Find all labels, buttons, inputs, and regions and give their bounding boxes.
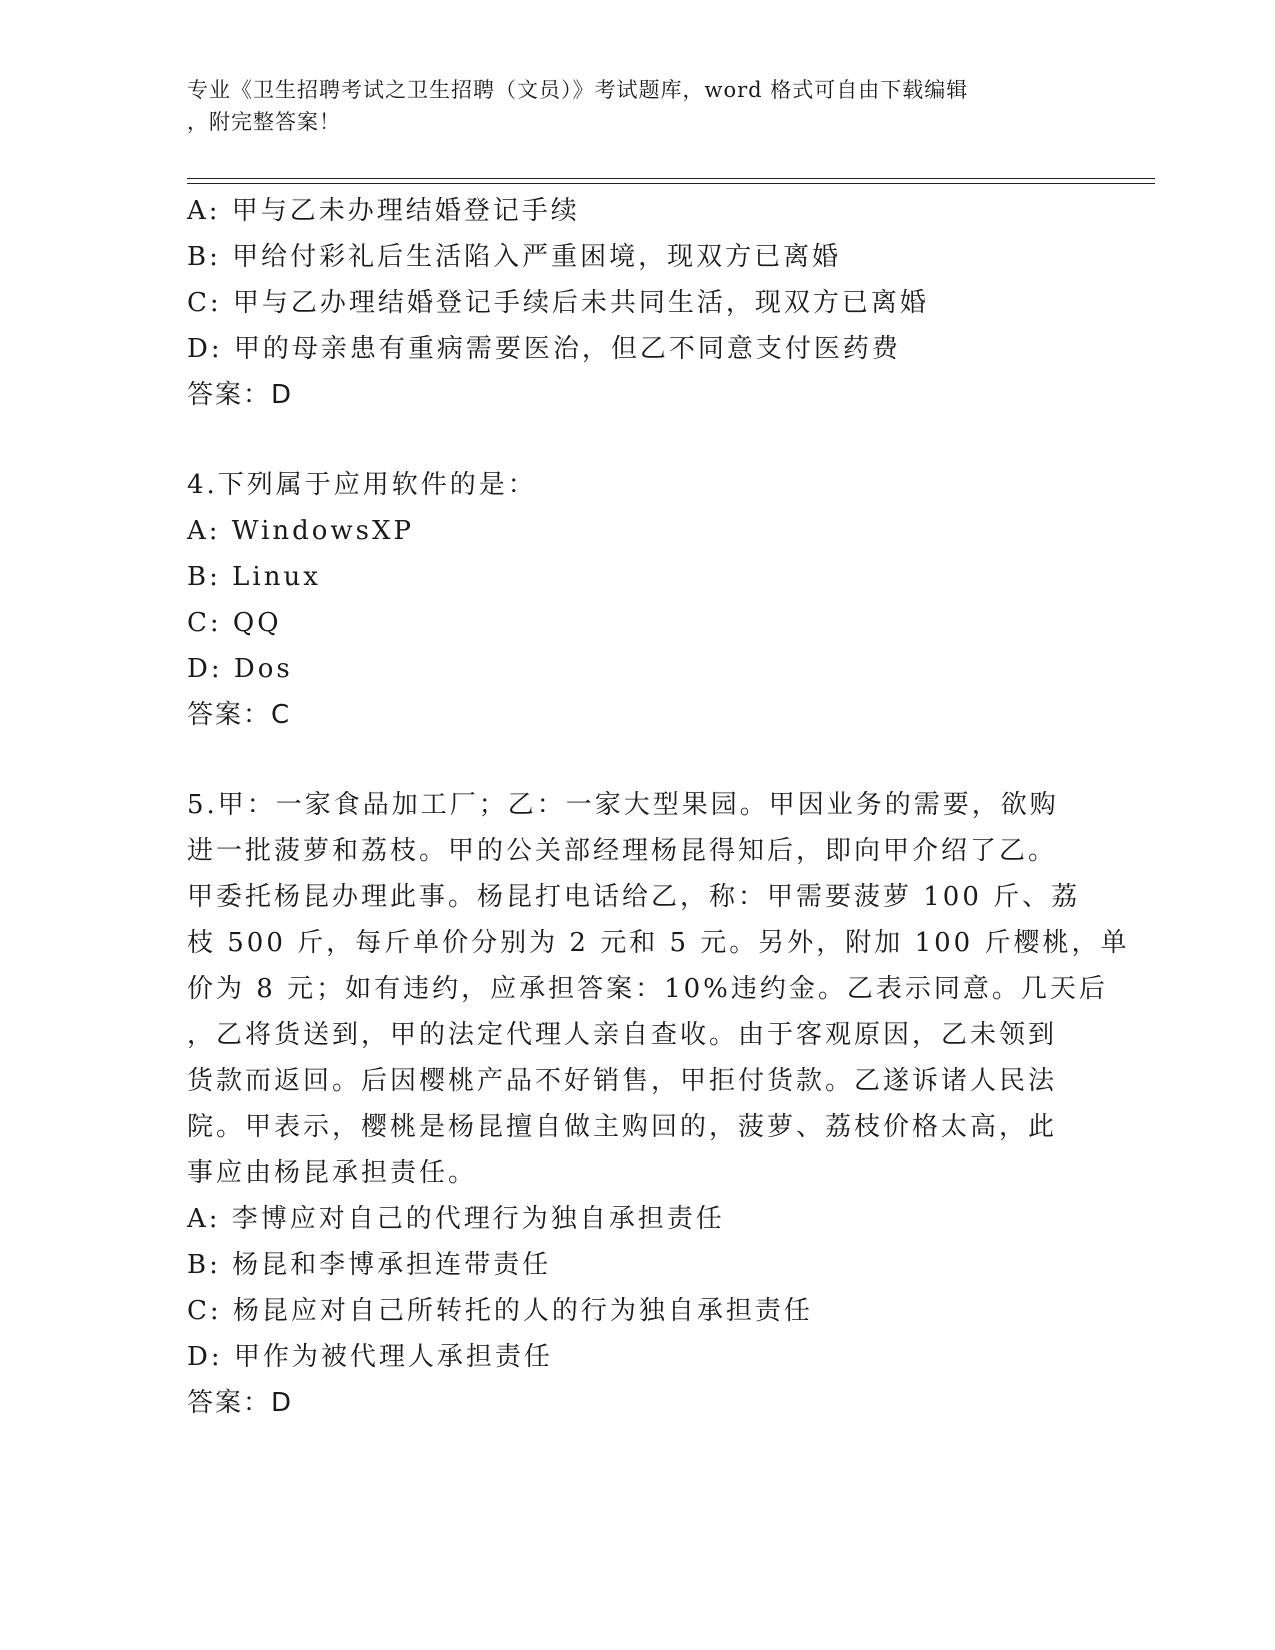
q3-option-d: D: 甲的母亲患有重病需要医治，但乙不同意支付医药费 — [187, 334, 901, 364]
q5-stem-line: 5.甲：一家食品加工厂；乙：一家大型果园。甲因业务的需要，欲购 — [187, 790, 1059, 820]
question-3 — [187, 188, 1087, 418]
header-line-2: ，附完整答案！ — [187, 110, 341, 134]
q5-stem-line: 货款而返回。后因樱桃产品不好销售，甲拒付货款。乙遂诉诸人民法 — [187, 1066, 1058, 1096]
q5-option-c: C: 杨昆应对自己所转托的人的行为独自承担责任 — [187, 1296, 813, 1326]
q4-stem: 4.下列属于应用软件的是： — [187, 470, 537, 500]
q5-stem-line: ，乙将货送到，甲的法定代理人亲自查收。由于客观原因，乙未领到 — [187, 1020, 1058, 1050]
q3-option-a: A: 甲与乙未办理结婚登记手续 — [187, 196, 580, 226]
q3-option-b: B: 甲给付彩礼后生活陷入严重困境，现双方已离婚 — [187, 242, 842, 272]
q5-stem-line: 价为 8 元；如有违约，应承担答案：10%违约金。乙表示同意。几天后 — [187, 974, 1108, 1004]
q4-answer: 答案：C — [187, 700, 292, 730]
header-line-1: 专业《卫生招聘考试之卫生招聘（文员）》考试题库，word 格式可自由下载编辑 — [187, 78, 969, 102]
q5-stem-line: 事应由杨昆承担责任。 — [187, 1158, 478, 1188]
q4-option-c: C: QQ — [187, 608, 282, 638]
q5-stem-line: 枝 500 斤，每斤单价分别为 2 元和 5 元。另外，附加 100 斤樱桃，单 — [187, 928, 1130, 958]
q5-stem-line: 院。甲表示，樱桃是杨昆擅自做主购回的，菠萝、荔枝价格太高，此 — [187, 1112, 1058, 1142]
q5-stem-line: 进一批菠萝和荔枝。甲的公关部经理杨昆得知后，即向甲介绍了乙。 — [187, 836, 1058, 866]
question-4 — [187, 462, 1087, 738]
q4-option-d: D: Dos — [187, 654, 293, 684]
q4-option-a: A: WindowsXP — [187, 516, 415, 546]
q4-option-b: B: Linux — [187, 562, 321, 592]
q3-option-c: C: 甲与乙办理结婚登记手续后未共同生活，现双方已离婚 — [187, 288, 929, 318]
question-5 — [187, 782, 1130, 1426]
q5-option-d: D: 甲作为被代理人承担责任 — [187, 1342, 553, 1372]
header-rule-bottom — [187, 183, 1155, 184]
q3-answer: 答案：D — [187, 380, 294, 410]
q5-answer: 答案：D — [187, 1388, 294, 1418]
header-rule-top — [187, 178, 1155, 179]
q5-option-a: A: 李博应对自己的代理行为独自承担责任 — [187, 1204, 725, 1234]
document-header — [187, 74, 1067, 138]
document-body — [187, 188, 1130, 1426]
q5-stem-line: 甲委托杨昆办理此事。杨昆打电话给乙，称：甲需要菠萝 100 斤、荔 — [187, 882, 1081, 912]
q5-option-b: B: 杨昆和李博承担连带责任 — [187, 1250, 552, 1280]
